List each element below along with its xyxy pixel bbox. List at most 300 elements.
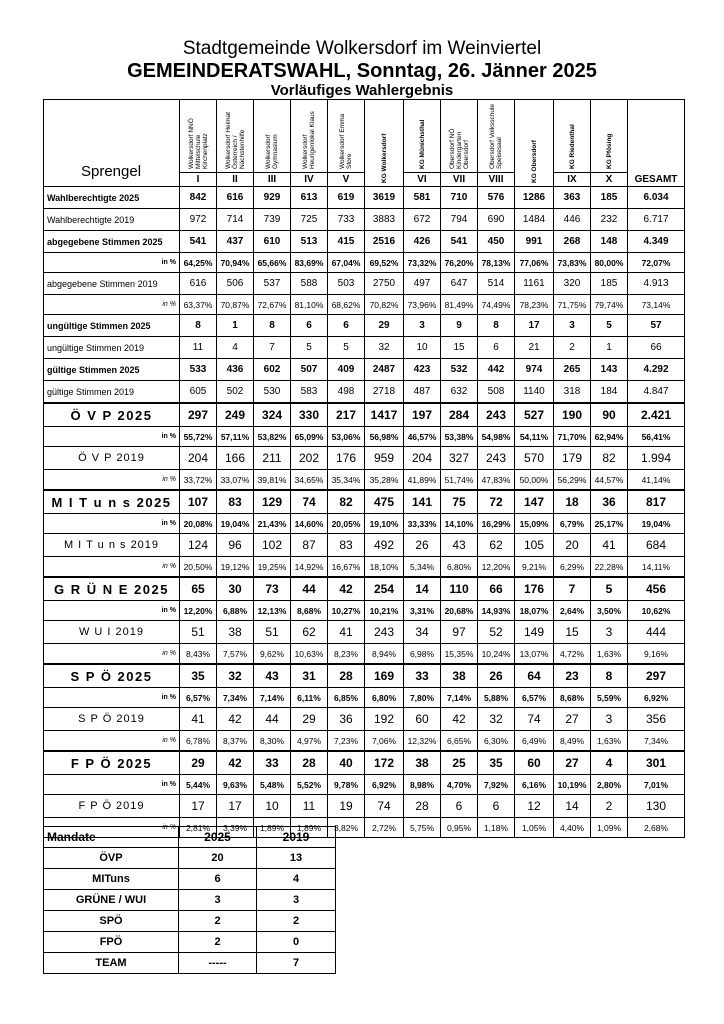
table-cell: 83 bbox=[217, 490, 254, 514]
table-cell: 47,83% bbox=[478, 470, 515, 491]
table-cell: 34 bbox=[404, 621, 441, 644]
table-cell: 18,10% bbox=[365, 557, 404, 578]
table-cell: 4.847 bbox=[628, 381, 685, 404]
table-row bbox=[44, 490, 685, 514]
table-cell: 29 bbox=[365, 315, 404, 337]
table-cell: 4.349 bbox=[628, 231, 685, 253]
page-title: Stadtgemeinde Wolkersdorf im Weinviertel bbox=[182, 38, 542, 59]
table-cell: 1161 bbox=[515, 273, 554, 295]
table-cell: 53,82% bbox=[254, 427, 291, 447]
table-row bbox=[44, 231, 685, 253]
table-cell: 129 bbox=[254, 490, 291, 514]
table-cell: 31 bbox=[291, 664, 328, 688]
table-cell: 54,98% bbox=[478, 427, 515, 447]
table-cell: 497 bbox=[404, 273, 441, 295]
table-cell: 87 bbox=[291, 534, 328, 557]
district-number: III bbox=[254, 173, 291, 187]
table-cell: 17 bbox=[180, 795, 217, 818]
row-label: M I T u n s 2025 bbox=[44, 490, 180, 514]
table-cell: 23 bbox=[554, 664, 591, 688]
table-cell: 9 bbox=[441, 315, 478, 337]
district-number: IV bbox=[291, 173, 328, 187]
table-row bbox=[44, 403, 685, 427]
mandate-cell: 6 bbox=[179, 869, 257, 890]
row-label: M I T u n s 2019 bbox=[44, 534, 180, 557]
column-name: Obersdorf Volksschule Speisesaal bbox=[489, 103, 503, 169]
column-header bbox=[180, 100, 217, 173]
table-cell: 991 bbox=[515, 231, 554, 253]
table-cell: 5 bbox=[591, 315, 628, 337]
table-cell: 14,11% bbox=[628, 557, 685, 578]
table-cell: 7,92% bbox=[478, 775, 515, 795]
table-cell: 62 bbox=[478, 534, 515, 557]
column-header bbox=[441, 100, 478, 173]
table-cell: 20,68% bbox=[441, 601, 478, 621]
table-cell: 28 bbox=[404, 795, 441, 818]
row-label: in % bbox=[44, 470, 180, 491]
table-cell: 5,48% bbox=[254, 775, 291, 795]
table-cell: 43 bbox=[254, 664, 291, 688]
table-cell: 4 bbox=[591, 751, 628, 775]
table-cell: 1,05% bbox=[515, 818, 554, 838]
table-cell: 57,11% bbox=[217, 427, 254, 447]
mandate-cell: 2 bbox=[257, 911, 336, 932]
table-cell: 204 bbox=[404, 447, 441, 470]
table-cell: 5,59% bbox=[591, 688, 628, 708]
table-cell: 733 bbox=[328, 209, 365, 231]
table-cell: 76,20% bbox=[441, 253, 478, 273]
column-header bbox=[291, 100, 328, 173]
table-cell: 442 bbox=[478, 359, 515, 381]
table-cell: 56,41% bbox=[628, 427, 685, 447]
table-cell: 38 bbox=[217, 621, 254, 644]
row-label: abgegebene Stimmen 2025 bbox=[44, 231, 180, 253]
table-cell: 6,98% bbox=[404, 644, 441, 665]
table-cell: 46,57% bbox=[404, 427, 441, 447]
column-header bbox=[365, 100, 404, 187]
results-table bbox=[43, 99, 685, 838]
table-cell: 588 bbox=[291, 273, 328, 295]
table-row bbox=[44, 557, 685, 578]
sprengel-label: Sprengel bbox=[44, 100, 180, 187]
table-cell: 51 bbox=[180, 621, 217, 644]
table-cell: 415 bbox=[328, 231, 365, 253]
table-cell: 12,20% bbox=[478, 557, 515, 578]
table-cell: 27 bbox=[554, 751, 591, 775]
column-name: KG Pfösing bbox=[605, 133, 613, 169]
table-cell: 10,63% bbox=[291, 644, 328, 665]
table-cell: 1 bbox=[591, 337, 628, 359]
mandate-cell: 3 bbox=[179, 890, 257, 911]
table-cell: 8 bbox=[254, 315, 291, 337]
table-cell: 324 bbox=[254, 403, 291, 427]
table-cell: 1140 bbox=[515, 381, 554, 404]
table-cell: 7 bbox=[254, 337, 291, 359]
table-cell: 97 bbox=[441, 621, 478, 644]
table-cell: 8,30% bbox=[254, 731, 291, 752]
table-cell: 714 bbox=[217, 209, 254, 231]
table-cell: 72 bbox=[478, 490, 515, 514]
mandate-cell: 20 bbox=[179, 848, 257, 869]
row-label: in % bbox=[44, 601, 180, 621]
mandate-cell: 2 bbox=[179, 932, 257, 953]
table-cell: 82 bbox=[591, 447, 628, 470]
table-row bbox=[44, 470, 685, 491]
table-cell: 972 bbox=[180, 209, 217, 231]
table-cell: 2 bbox=[554, 337, 591, 359]
table-row bbox=[44, 427, 685, 447]
table-cell: 632 bbox=[441, 381, 478, 404]
table-cell: 7,34% bbox=[217, 688, 254, 708]
table-cell: 12,13% bbox=[254, 601, 291, 621]
table-cell: 21,43% bbox=[254, 514, 291, 534]
table-cell: 513 bbox=[291, 231, 328, 253]
row-label: Ö V P 2025 bbox=[44, 403, 180, 427]
column-name: KG Riedenthal bbox=[568, 124, 576, 169]
row-label: in % bbox=[44, 427, 180, 447]
table-cell: 74,49% bbox=[478, 295, 515, 315]
table-cell: 842 bbox=[180, 187, 217, 209]
table-cell: 959 bbox=[365, 447, 404, 470]
table-cell: 20,08% bbox=[180, 514, 217, 534]
table-cell: 8 bbox=[478, 315, 515, 337]
row-label: ungültige Stimmen 2025 bbox=[44, 315, 180, 337]
table-row bbox=[44, 621, 685, 644]
table-cell: 33,07% bbox=[217, 470, 254, 491]
table-row bbox=[44, 514, 685, 534]
table-cell: 2,72% bbox=[365, 818, 404, 838]
table-cell: 11 bbox=[180, 337, 217, 359]
table-cell: 725 bbox=[291, 209, 328, 231]
table-cell: 616 bbox=[180, 273, 217, 295]
table-cell: 67,04% bbox=[328, 253, 365, 273]
table-row bbox=[44, 381, 685, 404]
mandate-cell: 3 bbox=[257, 890, 336, 911]
row-label: Ö V P 2019 bbox=[44, 447, 180, 470]
table-cell: 330 bbox=[291, 403, 328, 427]
mandate-header-row bbox=[44, 827, 336, 848]
table-cell: 6,29% bbox=[554, 557, 591, 578]
table-cell: 602 bbox=[254, 359, 291, 381]
table-cell: 149 bbox=[515, 621, 554, 644]
table-cell: 50,00% bbox=[515, 470, 554, 491]
table-cell: 7,80% bbox=[404, 688, 441, 708]
table-cell: 65 bbox=[180, 577, 217, 601]
table-cell: 21 bbox=[515, 337, 554, 359]
table-cell: 7 bbox=[554, 577, 591, 601]
mandate-cell: MITuns bbox=[44, 869, 179, 890]
table-cell: 2,81% bbox=[180, 818, 217, 838]
table-cell: 2 bbox=[591, 795, 628, 818]
table-cell: 73,32% bbox=[404, 253, 441, 273]
table-row bbox=[44, 795, 685, 818]
table-cell: 33 bbox=[404, 664, 441, 688]
table-cell: 8,49% bbox=[554, 731, 591, 752]
table-cell: 179 bbox=[554, 447, 591, 470]
table-cell: 44,57% bbox=[591, 470, 628, 491]
district-number: X bbox=[591, 173, 628, 187]
table-cell: 8 bbox=[180, 315, 217, 337]
election-heading: GEMEINDERATSWAHL, Sonntag, 26. Jänner 2025 bbox=[127, 60, 597, 82]
table-cell: 6 bbox=[291, 315, 328, 337]
table-cell: 27 bbox=[554, 708, 591, 731]
table-cell: 69,52% bbox=[365, 253, 404, 273]
table-cell: 53,38% bbox=[441, 427, 478, 447]
row-label: in % bbox=[44, 557, 180, 578]
table-cell: 254 bbox=[365, 577, 404, 601]
table-cell: 456 bbox=[628, 577, 685, 601]
column-name: Wolkersdorf Heurigenlokal Klaus bbox=[302, 111, 316, 169]
table-cell: 141 bbox=[404, 490, 441, 514]
table-cell: 710 bbox=[441, 187, 478, 209]
table-cell: 35,34% bbox=[328, 470, 365, 491]
table-cell: 43 bbox=[441, 534, 478, 557]
table-cell: 363 bbox=[554, 187, 591, 209]
table-cell: 530 bbox=[254, 381, 291, 404]
table-cell: 51 bbox=[254, 621, 291, 644]
table-cell: 3619 bbox=[365, 187, 404, 209]
table-cell: 51,74% bbox=[441, 470, 478, 491]
table-cell: 532 bbox=[441, 359, 478, 381]
table-row bbox=[44, 644, 685, 665]
table-cell: 1286 bbox=[515, 187, 554, 209]
table-cell: 3 bbox=[554, 315, 591, 337]
table-cell: 6.717 bbox=[628, 209, 685, 231]
table-cell: 190 bbox=[554, 403, 591, 427]
table-cell: 14,10% bbox=[441, 514, 478, 534]
table-row bbox=[44, 315, 685, 337]
table-cell: 62 bbox=[291, 621, 328, 644]
table-cell: 14,93% bbox=[478, 601, 515, 621]
column-header bbox=[404, 100, 441, 173]
table-cell: 3,31% bbox=[404, 601, 441, 621]
table-cell: 33 bbox=[254, 751, 291, 775]
table-cell: 32 bbox=[217, 664, 254, 688]
table-cell: 41 bbox=[591, 534, 628, 557]
table-cell: 690 bbox=[478, 209, 515, 231]
table-cell: 284 bbox=[441, 403, 478, 427]
row-label: in % bbox=[44, 514, 180, 534]
row-label: F P Ö 2019 bbox=[44, 795, 180, 818]
table-cell: 8 bbox=[591, 664, 628, 688]
table-cell: 7,06% bbox=[365, 731, 404, 752]
table-row bbox=[44, 708, 685, 731]
table-cell: 243 bbox=[478, 447, 515, 470]
table-cell: 265 bbox=[554, 359, 591, 381]
row-label: F P Ö 2025 bbox=[44, 751, 180, 775]
table-cell: 616 bbox=[217, 187, 254, 209]
mandate-cell: GRÜNE / WUI bbox=[44, 890, 179, 911]
row-label: Wahlberechtigte 2019 bbox=[44, 209, 180, 231]
table-cell: 71,70% bbox=[554, 427, 591, 447]
table-cell: 10,62% bbox=[628, 601, 685, 621]
table-row bbox=[44, 295, 685, 315]
table-cell: 73,14% bbox=[628, 295, 685, 315]
table-cell: 41,89% bbox=[404, 470, 441, 491]
table-cell: 8,98% bbox=[404, 775, 441, 795]
table-cell: 33,72% bbox=[180, 470, 217, 491]
table-cell: 1.994 bbox=[628, 447, 685, 470]
table-row bbox=[44, 664, 685, 688]
table-cell: 19,10% bbox=[365, 514, 404, 534]
table-cell: 6,30% bbox=[478, 731, 515, 752]
mandate-cell: 7 bbox=[257, 953, 336, 974]
table-cell: 5 bbox=[291, 337, 328, 359]
table-cell: 11 bbox=[291, 795, 328, 818]
table-row bbox=[44, 253, 685, 273]
column-name: Wolkersdorf NNÖ Mittelschule Kirchenplatz bbox=[187, 118, 209, 169]
table-cell: 409 bbox=[328, 359, 365, 381]
table-cell: 15,09% bbox=[515, 514, 554, 534]
column-name: KG Obersdorf bbox=[530, 140, 538, 183]
table-cell: 320 bbox=[554, 273, 591, 295]
table-cell: 56,98% bbox=[365, 427, 404, 447]
table-cell: 14 bbox=[404, 577, 441, 601]
table-cell: 4,70% bbox=[441, 775, 478, 795]
table-cell: 1484 bbox=[515, 209, 554, 231]
table-cell: 53,06% bbox=[328, 427, 365, 447]
table-cell: 3,82% bbox=[328, 818, 365, 838]
table-cell: 2718 bbox=[365, 381, 404, 404]
table-cell: 6,80% bbox=[365, 688, 404, 708]
table-cell: 7,57% bbox=[217, 644, 254, 665]
table-cell: 19,12% bbox=[217, 557, 254, 578]
table-cell: 81,49% bbox=[441, 295, 478, 315]
district-number: II bbox=[217, 173, 254, 187]
table-cell: 7,14% bbox=[441, 688, 478, 708]
table-cell: 80,00% bbox=[591, 253, 628, 273]
table-cell: 576 bbox=[478, 187, 515, 209]
table-cell: 38 bbox=[441, 664, 478, 688]
table-cell: 82 bbox=[328, 490, 365, 514]
table-cell: 8,37% bbox=[217, 731, 254, 752]
mandate-header-cell: 2025 bbox=[179, 827, 257, 848]
table-cell: 217 bbox=[328, 403, 365, 427]
table-cell: 20 bbox=[554, 534, 591, 557]
table-cell: 16,29% bbox=[478, 514, 515, 534]
table-cell: 739 bbox=[254, 209, 291, 231]
table-cell: 34,65% bbox=[291, 470, 328, 491]
table-cell: 6 bbox=[478, 795, 515, 818]
table-cell: 3 bbox=[591, 708, 628, 731]
table-cell: 15 bbox=[554, 621, 591, 644]
table-cell: 78,23% bbox=[515, 295, 554, 315]
table-cell: 33,33% bbox=[404, 514, 441, 534]
table-cell: 527 bbox=[515, 403, 554, 427]
table-cell: 35,28% bbox=[365, 470, 404, 491]
result-subheading: Vorläufiges Wahlergebnis bbox=[270, 82, 454, 99]
row-label: in % bbox=[44, 818, 180, 838]
table-cell: 14 bbox=[554, 795, 591, 818]
table-cell: 176 bbox=[328, 447, 365, 470]
table-row bbox=[44, 187, 685, 209]
table-cell: 502 bbox=[217, 381, 254, 404]
table-cell: 7,23% bbox=[328, 731, 365, 752]
table-cell: 44 bbox=[254, 708, 291, 731]
table-cell: 17 bbox=[515, 315, 554, 337]
table-cell: 6,57% bbox=[515, 688, 554, 708]
table-cell: 90 bbox=[591, 403, 628, 427]
table-cell: 22,28% bbox=[591, 557, 628, 578]
table-cell: 70,94% bbox=[217, 253, 254, 273]
table-cell: 541 bbox=[441, 231, 478, 253]
table-cell: 243 bbox=[365, 621, 404, 644]
table-cell: 498 bbox=[328, 381, 365, 404]
table-cell: 19 bbox=[328, 795, 365, 818]
mandate-cell: SPÖ bbox=[44, 911, 179, 932]
table-cell: 71,75% bbox=[554, 295, 591, 315]
table-cell: 533 bbox=[180, 359, 217, 381]
table-cell: 2487 bbox=[365, 359, 404, 381]
table-cell: 3 bbox=[591, 621, 628, 644]
table-cell: 143 bbox=[591, 359, 628, 381]
table-cell: 8,68% bbox=[291, 601, 328, 621]
table-cell: 41,14% bbox=[628, 470, 685, 491]
table-cell: 18,07% bbox=[515, 601, 554, 621]
table-cell: 6,92% bbox=[365, 775, 404, 795]
mandate-table bbox=[43, 826, 336, 974]
table-cell: 9,63% bbox=[217, 775, 254, 795]
table-cell: 166 bbox=[217, 447, 254, 470]
table-cell: 74 bbox=[365, 795, 404, 818]
table-row bbox=[44, 359, 685, 381]
column-name: KG Münichsthal bbox=[418, 119, 426, 169]
table-cell: 1,63% bbox=[591, 731, 628, 752]
row-label: in % bbox=[44, 644, 180, 665]
table-cell: 10 bbox=[404, 337, 441, 359]
table-cell: 9,21% bbox=[515, 557, 554, 578]
table-cell: 202 bbox=[291, 447, 328, 470]
column-header bbox=[328, 100, 365, 173]
table-cell: 5 bbox=[591, 577, 628, 601]
column-header bbox=[254, 100, 291, 173]
table-row bbox=[44, 775, 685, 795]
table-cell: 475 bbox=[365, 490, 404, 514]
table-cell: 70,82% bbox=[365, 295, 404, 315]
table-cell: 507 bbox=[291, 359, 328, 381]
table-cell: 12,32% bbox=[404, 731, 441, 752]
table-cell: 2516 bbox=[365, 231, 404, 253]
table-cell: 647 bbox=[441, 273, 478, 295]
table-cell: 444 bbox=[628, 621, 685, 644]
mandate-row bbox=[44, 953, 336, 974]
table-cell: 39,81% bbox=[254, 470, 291, 491]
column-header bbox=[591, 100, 628, 173]
table-cell: 36 bbox=[328, 708, 365, 731]
table-cell: 42 bbox=[328, 577, 365, 601]
table-cell: 508 bbox=[478, 381, 515, 404]
table-cell: 78,13% bbox=[478, 253, 515, 273]
table-cell: 42 bbox=[441, 708, 478, 731]
table-cell: 66 bbox=[628, 337, 685, 359]
table-cell: 35 bbox=[478, 751, 515, 775]
table-cell: 30 bbox=[217, 577, 254, 601]
row-label: S P Ö 2025 bbox=[44, 664, 180, 688]
table-cell: 176 bbox=[515, 577, 554, 601]
row-label: in % bbox=[44, 253, 180, 273]
table-cell: 672 bbox=[404, 209, 441, 231]
table-cell: 4.913 bbox=[628, 273, 685, 295]
table-cell: 2,68% bbox=[628, 818, 685, 838]
table-cell: 1,89% bbox=[254, 818, 291, 838]
table-cell: 3883 bbox=[365, 209, 404, 231]
table-cell: 56,29% bbox=[554, 470, 591, 491]
row-label: in % bbox=[44, 688, 180, 708]
table-cell: 74 bbox=[291, 490, 328, 514]
table-cell: 6,65% bbox=[441, 731, 478, 752]
table-cell: 7,14% bbox=[254, 688, 291, 708]
table-cell: 29 bbox=[291, 708, 328, 731]
